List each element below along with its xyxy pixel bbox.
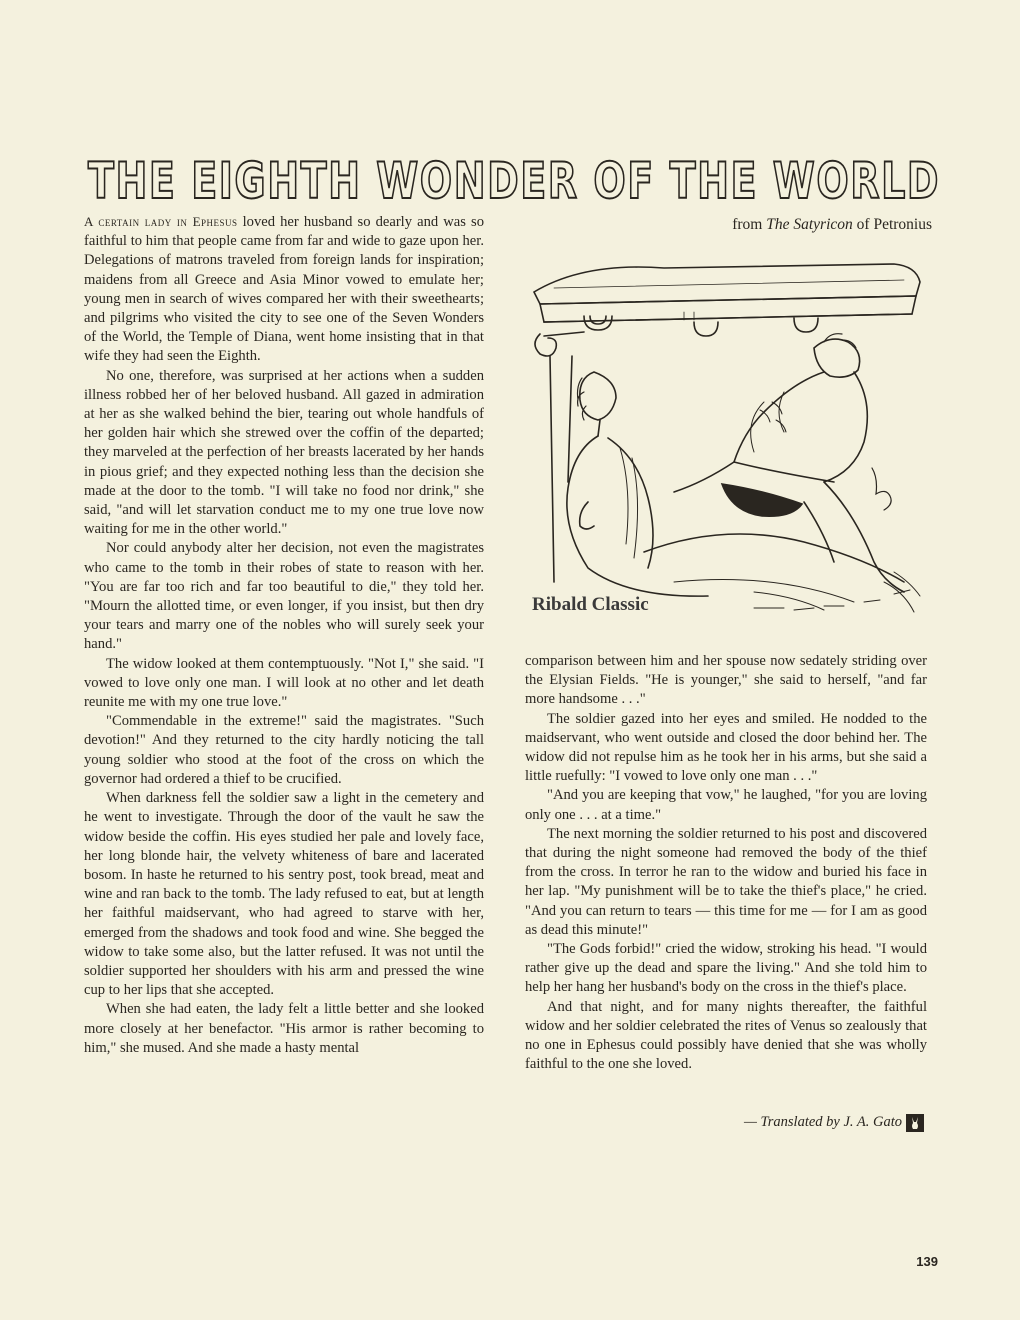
article-title: [84, 146, 944, 214]
paragraph: When she had eaten, the lady felt a little better and she looked more closely at her benefactor. "His armor is rather becoming to him," she mused. And she made a hasty mental: [84, 1001, 484, 1056]
illustration: [524, 252, 932, 624]
paragraph: And that night, and for many nights thereafter, the faithful widow and her soldier celebrated the rites of Venus so zealously that no one in Ephesus could possibly have denied that she was wholly faithful to the one she loved.: [525, 998, 927, 1073]
paragraph: A certain lady in Ephesus loved her husband so dearly and was so faithful to him that people came from far and wide to gaze upon her. Delegations of matrons traveled from foreign lands for inspiration; maidens from all Greece and Asia Minor vowed to emulate her; young men in search of wives compared her with their sweethearts; and pilgrims who visited the city to see one of the Seven Wonders of the World, the Temple of Diana, went home insisting that in that wife they had seen the Eighth.: [84, 214, 484, 365]
line-drawing: [524, 252, 932, 624]
left-column: [84, 212, 484, 1058]
paragraph: The next morning the soldier returned to his post and discovered that during the night someone had removed the body of the thief from the cross. In terror he ran to the widow and buried his face in her lap. "My punishment will be to take the thief's place," he cried. "And you can return to tears — this time for me — for I am as good as dead this minute!": [525, 825, 927, 938]
paragraph: Nor could anybody alter her decision, not even the magistrates who came to the tomb in their robes of state to reason with her. "You are far too rich and far too beautiful to die," they told her. "Mourn the allotted time, or even longer, if you insist, but then dry your tears and marry one of the nobles who will surely seek your hand.": [84, 540, 484, 653]
paragraph: "The Gods forbid!" cried the widow, stroking his head. "I would rather give up the dead and spare the living." And she told him to help her hang her husband's body on the cross in the thief's place.: [525, 941, 927, 996]
lead-in: A certain lady in Ephesus: [84, 214, 238, 229]
right-column: [525, 652, 927, 1074]
paragraph: When darkness fell the soldier saw a light in the cemetery and he went to investigate. Through the door of the vault he saw the widow beside the coffin. His eyes studied her pale and lovely face, her long blonde hair, the velvety whiteness of bare and lacerated bosom. In haste he returned to his sentry post, took bread, meat and wine and ran back to the tomb. The lady refused to eat, but at length her faithful maidservant, who had agreed to starve with her, emerged from the shadows and took food and wine. She begged the widow to take some also, but the latter refused. It was not until the soldier supported her shoulders with his arm and pressed the wine cup to her lips that she accepted.: [84, 790, 484, 999]
paragraph: No one, therefore, was surprised at her actions when a sudden illness robbed her of her beloved husband. All gazed in admiration at her as she walked behind the bier, tearing out whole handfuls of her golden hair which she strewed over the coffin of the departed; they marveled at the perfection of her breasts lacerated by her hands in pious grief; and they expected nothing less than the decision she made at the door to the tomb. "I will take no food nor drink," she said, "and will let starvation conduct me to my one true love now waiting for me in the other world.": [84, 367, 484, 538]
paragraph: The soldier gazed into her eyes and smiled. He nodded to the maidservant, who went outside and closed the door behind her. The widow did not repulse him as he took her in his arms, but she said a little ruefully: "I vowed to love only one man . . .": [525, 710, 927, 785]
title-graphic: [84, 146, 944, 214]
paragraph: "Commendable in the extreme!" said the magistrates. "Such devotion!" And they returned to the city hardly noticing the tall young soldier who stood at the foot of the cross on which the governor had ordered a thief to be crucified.: [84, 713, 484, 787]
rabbit-head-graphic: [906, 1114, 924, 1132]
source-work: The Satyricon: [766, 216, 853, 233]
translator-byline: — Translated by J. A. Gato: [743, 1114, 902, 1130]
paragraph: "And you are keeping that vow," he laughed, "for you are loving only one . . . at a time.": [525, 787, 927, 823]
feature-label: Ribald Classic: [532, 594, 649, 615]
source-suffix: of Petronius: [852, 216, 932, 233]
source-prefix: from: [732, 216, 767, 233]
paragraph: The widow looked at them contemptuously. "Not I," she said. "I vowed to love only one man. I will look at no other and let death reunite me with my one true love.": [84, 655, 484, 711]
title-text: THE EIGHTH WONDER OF THE WORLD: [88, 152, 940, 210]
source-credit: [640, 216, 932, 234]
paragraph: comparison between him and her spouse now sedately striding over the Elysian Fields. "He is younger," she said to herself, "and far more handsome . . .": [525, 653, 927, 708]
page-number: 139: [916, 1254, 938, 1269]
rabbit-head-icon: [906, 1114, 924, 1132]
